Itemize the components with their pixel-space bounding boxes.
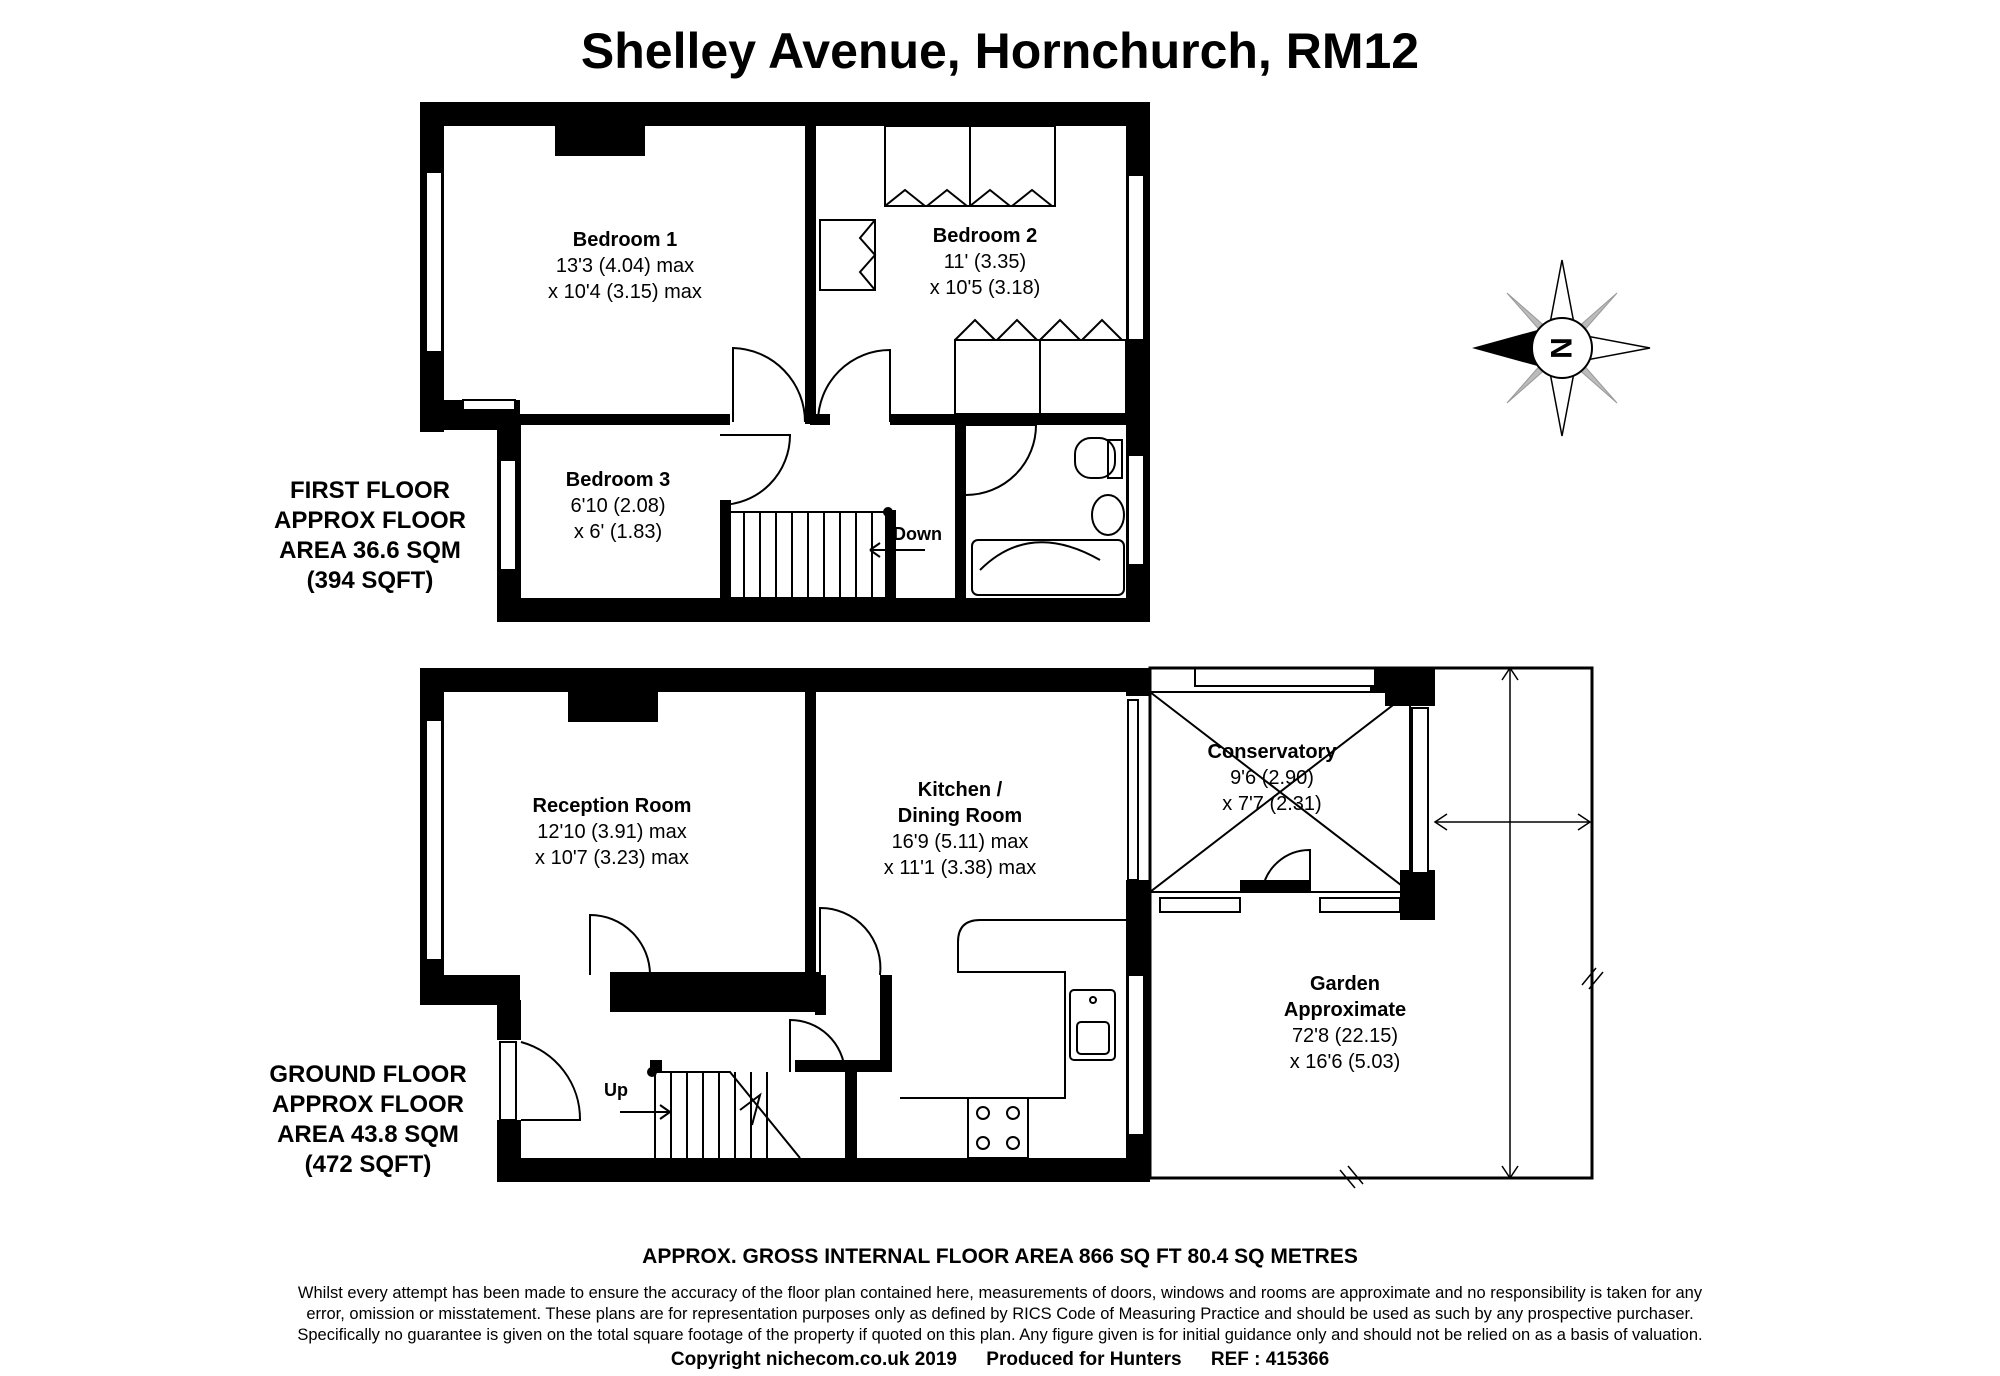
disclaimer-line: Whilst every attempt has been made to ensure the accuracy of the floor plan contained here, measurements of doors, windows and rooms are approximate and no responsibility is taken for any: [297, 1284, 1703, 1302]
conservatory-roof-lines: [1150, 692, 1410, 892]
kitchen-dim1: 16'9 (5.11) max: [891, 831, 1029, 853]
produced-for-text: Produced for Hunters: [986, 1349, 1182, 1370]
garden-name1: Garden: [1309, 973, 1381, 995]
stairs-up-label: Up: [604, 1080, 628, 1100]
bedroom1-name: Bedroom 1: [572, 229, 678, 251]
disclaimer-line: Specifically no guarantee is given on the total square footage of the property if quoted on this plan. Any figure given is for initial guidance only and should not be relied on as a basis of valuation.: [297, 1326, 1703, 1344]
reference-text: REF : 415366: [1210, 1349, 1330, 1370]
bedroom3-dim2: x 6' (1.83): [573, 521, 663, 543]
first-floor-label-line: AREA 36.6 SQM: [279, 537, 461, 564]
conservatory-dim1: 9'6 (2.90): [1230, 767, 1314, 789]
bedroom3-dim1: 6'10 (2.08): [570, 495, 666, 517]
kitchen-name2: Dining Room: [897, 805, 1023, 827]
kitchen-dim2: x 11'1 (3.38) max: [883, 857, 1037, 879]
bedroom3-name: Bedroom 3: [565, 469, 671, 491]
first-floor-label-line: (394 SQFT): [306, 567, 434, 594]
first-floor-label-line: FIRST FLOOR: [290, 477, 450, 504]
kitchen-units: [900, 920, 1126, 1158]
reception-name: Reception Room: [532, 795, 692, 817]
bedroom2-name: Bedroom 2: [932, 225, 1038, 247]
ground-floor-windows: [426, 668, 1428, 1135]
bedroom2-dim2: x 10'5 (3.18): [929, 277, 1041, 299]
first-floor-area-label: [240, 476, 500, 596]
ground-floor-room-labels: [533, 741, 1407, 1073]
ground-floor-label-line: (472 SQFT): [304, 1151, 432, 1178]
ground-floor-label-line: GROUND FLOOR: [269, 1061, 467, 1088]
bedroom2-dim1: 11' (3.35): [943, 251, 1027, 273]
conservatory-dim2: x 7'7 (2.31): [1222, 793, 1322, 815]
disclaimer-line: error, omission or misstatement. These plans are for representation purposes only as defined by RICS Code of Measuring Practice and should be used as such by any prospective purchaser.: [306, 1305, 1694, 1323]
ground-floor-label-line: AREA 43.8 SQM: [277, 1121, 459, 1148]
ground-floor-area-label: [238, 1060, 498, 1180]
gross-floor-area: APPROX. GROSS INTERNAL FLOOR AREA 866 SQ FT 80.4 SQ METRES: [642, 1245, 1358, 1268]
plan-title: Shelley Avenue, Hornchurch, RM12: [580, 23, 1420, 79]
kitchen-name1: Kitchen /: [917, 779, 1003, 801]
reception-dim1: 12'10 (3.91) max: [537, 821, 687, 843]
conservatory-name: Conservatory: [1207, 741, 1337, 763]
first-floor-plan: [420, 102, 1150, 622]
compass-north-label: N: [1545, 337, 1579, 359]
bathroom-fixtures: [972, 438, 1124, 595]
disclaimer: [240, 1283, 1760, 1346]
ground-floor-label-line: APPROX FLOOR: [271, 1091, 464, 1118]
bedroom1-dim2: x 10'4 (3.15) max: [548, 281, 702, 303]
first-floor-doors: [720, 348, 1036, 505]
copyright-text: Copyright nichecom.co.uk 2019: [670, 1349, 957, 1370]
garden-dim1: 72'8 (22.15): [1291, 1025, 1399, 1047]
compass-icon: [1472, 260, 1650, 436]
reception-dim2: x 10'7 (3.23) max: [535, 847, 689, 869]
stairs-down-label: Down: [893, 524, 942, 544]
ground-floor-stairs: [620, 1068, 800, 1158]
garden-name2: Approximate: [1283, 999, 1407, 1021]
ground-floor-plan: [420, 668, 1603, 1188]
garden-dim2: x 16'6 (5.03): [1289, 1051, 1401, 1073]
footer: [0, 1349, 2000, 1371]
bedroom1-dim1: 13'3 (4.04) max: [555, 255, 695, 277]
first-floor-label-line: APPROX FLOOR: [273, 507, 466, 534]
